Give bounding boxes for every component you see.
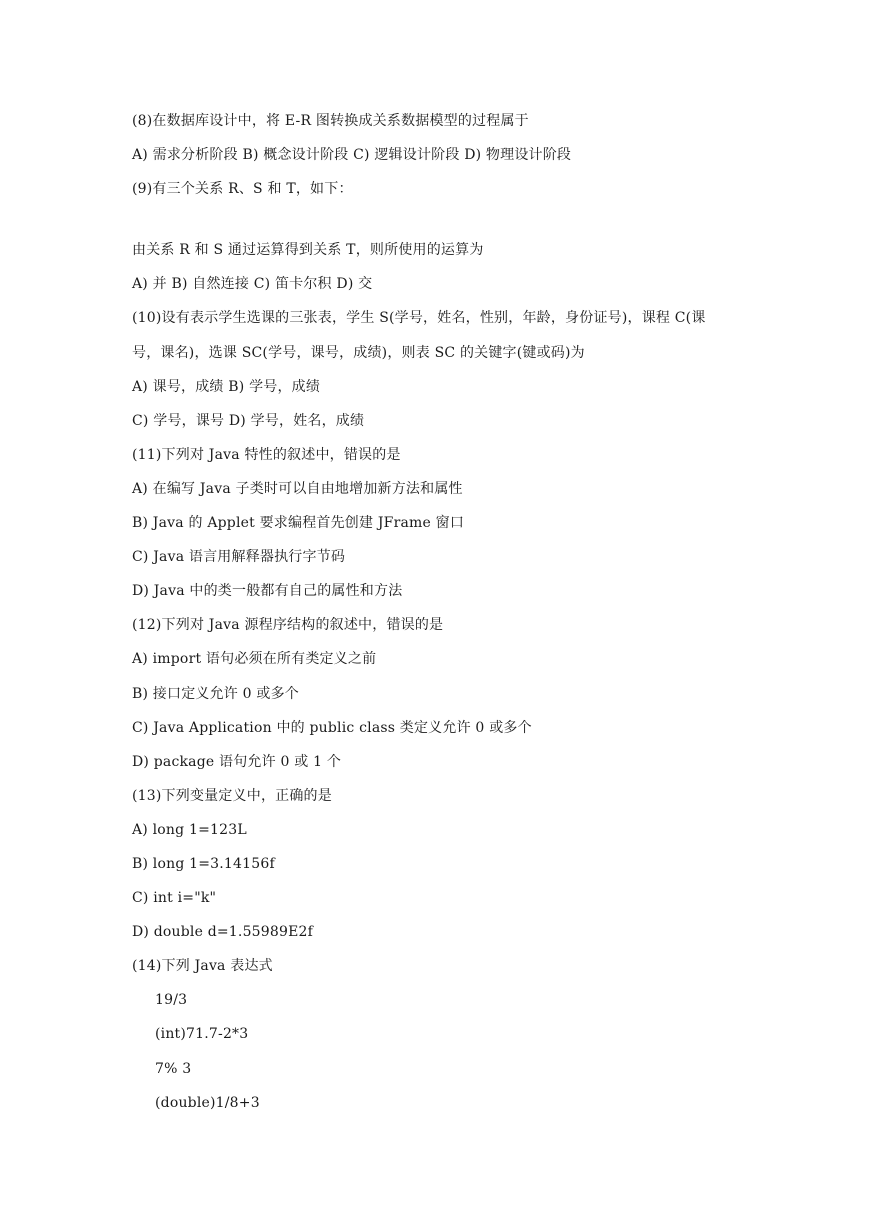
- question-12-option-d: D) package 语句允许 0 或 1 个: [132, 753, 342, 770]
- question-12-option-c: C) Java Application 中的 public class 类定义允许 0 或多个: [132, 719, 532, 736]
- question-8-options: A) 需求分析阶段 B) 概念设计阶段 C) 逻辑设计阶段 D) 物理设计阶段: [132, 147, 572, 164]
- question-12: (12)下列对 Java 源程序结构的叙述中，错误的是: [132, 617, 444, 634]
- table-placeholder-gap: [132, 210, 752, 237]
- document-body: [132, 108, 752, 1124]
- question-13-option-d: D) double d=1.55989E2f: [132, 924, 314, 941]
- question-11-option-b: B) Java 的 Applet 要求编程首先创建 JFrame 窗口: [132, 515, 465, 532]
- expression-4: (double)1/8+3: [155, 1094, 260, 1111]
- question-10: (10)设有表示学生选课的三张表，学生 S(学号，姓名，性别，年龄，身份证号)，课程 C(课: [132, 310, 706, 327]
- question-11-option-d: D) Java 中的类一般都有自己的属性和方法: [132, 583, 403, 600]
- question-12-option-a: A) import 语句必须在所有类定义之前: [132, 651, 377, 668]
- expression-1: 19/3: [155, 992, 188, 1009]
- question-14: (14)下列 Java 表达式: [132, 958, 273, 975]
- question-10-cont: 号，课名)，选课 SC(学号，课号，成绩)，则表 SC 的关键字(键或码)为: [132, 344, 585, 361]
- expression-2: (int)71.7-2*3: [155, 1026, 249, 1043]
- question-8: (8)在数据库设计中，将 E-R 图转换成关系数据模型的过程属于: [132, 113, 529, 129]
- question-10-options-ab: A) 课号，成绩 B) 学号，成绩: [132, 378, 321, 395]
- question-13: (13)下列变量定义中，正确的是: [132, 787, 332, 804]
- question-11-option-a: A) 在编写 Java 子类时可以自由地增加新方法和属性: [132, 480, 463, 497]
- question-9-options: A) 并 B) 自然连接 C) 笛卡尔积 D) 交: [132, 276, 373, 293]
- question-13-option-c: C) int i="k": [132, 890, 217, 907]
- question-11: (11)下列对 Java 特性的叙述中，错误的是: [132, 446, 401, 463]
- question-9-text: 由关系 R 和 S 通过运算得到关系 T，则所使用的运算为: [132, 242, 484, 259]
- question-11-option-c: C) Java 语言用解释器执行字节码: [132, 549, 346, 566]
- question-12-option-b: B) 接口定义允许 0 或多个: [132, 685, 300, 702]
- question-9: (9)有三个关系 R、S 和 T，如下：: [132, 181, 353, 198]
- question-13-option-a: A) long 1=123L: [132, 821, 247, 838]
- expression-3: 7% 3: [155, 1060, 192, 1077]
- question-10-options-cd: C) 学号，课号 D) 学号，姓名，成绩: [132, 412, 365, 429]
- question-13-option-b: B) long 1=3.14156f: [132, 855, 275, 872]
